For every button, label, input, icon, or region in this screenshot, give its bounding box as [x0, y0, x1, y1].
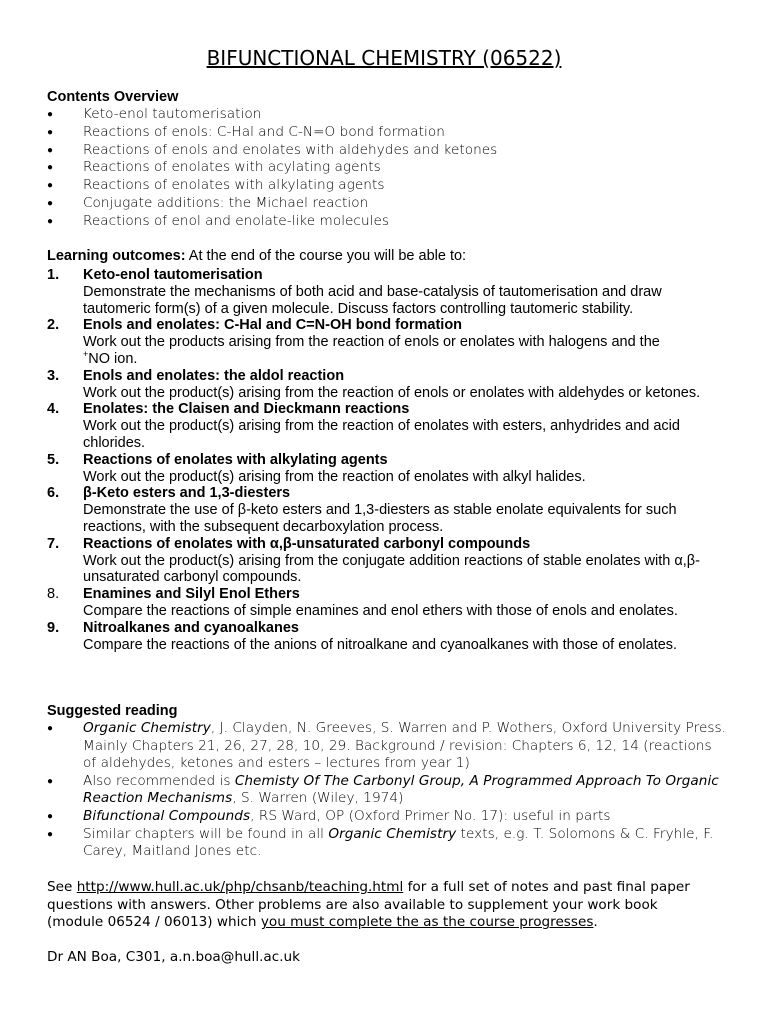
learning-outcomes-heading: Learning outcomes: [47, 248, 186, 264]
outcome-title: Enamines and Silyl Enol Ethers [83, 586, 300, 603]
outcome-description: Work out the product(s) arising from the reaction of enolates with alkyl halides. [83, 468, 586, 485]
outcome-description: Work out the product(s) arising from the reaction of enolates with esters, anhydrides and acid chlorides. [83, 418, 680, 451]
underlined-note: you must complete the as the course progresses [260, 914, 594, 930]
suggested-reading-section [47, 703, 727, 861]
list-item [47, 267, 727, 317]
outcome-title: Nitroalkanes and cyanoalkanes [83, 619, 299, 636]
outcome-title: Enolates: the Claisen and Dieckmann reactions [83, 401, 410, 418]
outcome-number: 3. [47, 367, 60, 384]
list-item [47, 586, 727, 620]
outcome-title: Enols and enolates: the aldol reaction [83, 367, 345, 384]
outcome-title: Keto-enol tautomerisation [83, 267, 263, 283]
book-details: , RS Ward, OP (Oxford Primer No. 17): useful in parts [250, 807, 611, 824]
outcome-number: 5. [47, 451, 60, 468]
teaching-notes-link[interactable]: http://www.hull.ac.uk/php/chsanb/teaching.html [76, 879, 404, 895]
outcome-description: Compare the reactions of the anions of nitroalkane and cyanoalkanes with those of enolates. [83, 636, 678, 653]
list-item [47, 808, 727, 826]
contents-overview-section [47, 89, 727, 231]
superscript-plus: + [83, 349, 89, 360]
list-item: ● Reactions of enols: C-Hal and C-N=O bond formation [47, 124, 727, 142]
outcome-number: 8. [47, 586, 60, 603]
reading-heading: Suggested reading [47, 703, 178, 719]
outcome-title: Reactions of enolates with alkylating agents [83, 451, 388, 468]
outcome-description: Work out the product(s) arising from the conjugate addition reactions of stable enolates with α,β-unsaturated carbonyl compounds. [83, 552, 700, 586]
outcome-number: 6. [47, 485, 60, 502]
list-item: ● Reactions of enols and enolates with aldehydes and ketones [47, 142, 727, 160]
outcome-description-part: NO ion. [88, 350, 138, 367]
list-item [47, 773, 727, 808]
outcome-description [83, 334, 727, 368]
list-item: ● Reactions of enolates with alkylating agents [47, 177, 727, 195]
book-intro: Similar chapters will be found in all [83, 825, 329, 842]
outcome-description: Compare the reactions of simple enamines and enol ethers with those of enols and enolates. [83, 602, 678, 619]
book-details: texts, e.g. T. Solomons & C. Fryhle, F. Carey, Maitland Jones etc. [83, 825, 714, 860]
outcome-number: 4. [47, 401, 60, 418]
list-item: ● Conjugate additions: the Michael reaction [47, 195, 727, 213]
outcome-number: 1. [47, 267, 60, 283]
outcome-title: β-Keto esters and 1,3-diesters [83, 485, 291, 502]
list-item [47, 720, 727, 773]
book-title: Organic Chemistry [83, 720, 211, 736]
learning-outcomes-list [47, 267, 727, 653]
book-title: Bifunctional Compounds [83, 807, 251, 824]
outcome-description: Demonstrate the mechanisms of both acid and base-catalysis of tautomerisation and draw tautomeric form(s) of a given molecule. Discuss factors controlling tautomeric stability. [83, 283, 662, 317]
learning-outcomes-intro-text: At the end of the course you will be able to: [185, 248, 467, 264]
author-contact: Dr AN Boa, C301, a.n.boa@hull.ac.uk [47, 949, 301, 965]
outcome-title: Enols and enolates: C-Hal and C=N-OH bond formation [83, 317, 463, 334]
book-details: , S. Warren (Wiley, 1974) [232, 790, 404, 807]
see-text: for a full set of notes and past final paper questions with answers. Other problems are also available to supplement your work book (module 06524 / 06013) which [47, 879, 690, 930]
see-text: See [47, 879, 77, 895]
list-item [47, 826, 727, 861]
list-item [47, 485, 727, 535]
book-title: Chemisty Of The Carbonyl Group, A Programmed Approach To Organic Reaction Mechanisms [83, 772, 719, 807]
learning-outcomes-section [47, 248, 727, 653]
outcome-description: Work out the product(s) arising from the reaction of enols or enolates with aldehydes or ketones. [83, 384, 701, 401]
contents-heading: Contents Overview [47, 89, 179, 105]
list-item: ● Reactions of enol and enolate-like molecules [47, 213, 727, 231]
outcome-number: 2. [47, 317, 60, 334]
outcome-number: 7. [47, 535, 60, 552]
book-intro: Also recommended is [83, 772, 235, 789]
list-item [47, 620, 727, 654]
book-title: Organic Chemistry [328, 825, 457, 842]
list-item: ● Keto-enol tautomerisation [47, 106, 727, 124]
list-item [47, 452, 727, 486]
list-item [47, 368, 727, 402]
outcome-description-part: Work out the products arising from the reaction of enols or enolates with halogens and the [83, 334, 660, 351]
outcome-title: Reactions of enolates with α,β-unsaturated carbonyl compounds [83, 535, 531, 552]
learning-outcomes-intro [47, 248, 727, 265]
reading-list [47, 720, 727, 861]
list-item [47, 536, 727, 586]
outcome-description: Demonstrate the use of β-keto esters and 1,3-diesters as stable enolate equivalents for such reactions, with the subsequent decarboxylation process. [83, 502, 677, 535]
page-title: BIFUNCTIONAL CHEMISTRY (06522) [206, 46, 562, 70]
list-item [47, 317, 727, 367]
see-text: . [593, 914, 598, 930]
list-item [47, 401, 727, 451]
book-details: , J. Clayden, N. Greeves, S. Warren and P. Wothers, Oxford University Press. Mainly Chapters 21, 26, 27, 28, 10, 29. Background / revision: Chapters 6, 12, 14 (reactions of aldehydes, ketones and esters – lectures from year 1) [83, 720, 726, 772]
list-item: ● Reactions of enolates with acylating agents [47, 159, 727, 177]
outcome-number: 9. [47, 619, 60, 636]
notes-paragraph [47, 879, 717, 932]
contents-list [47, 106, 727, 231]
